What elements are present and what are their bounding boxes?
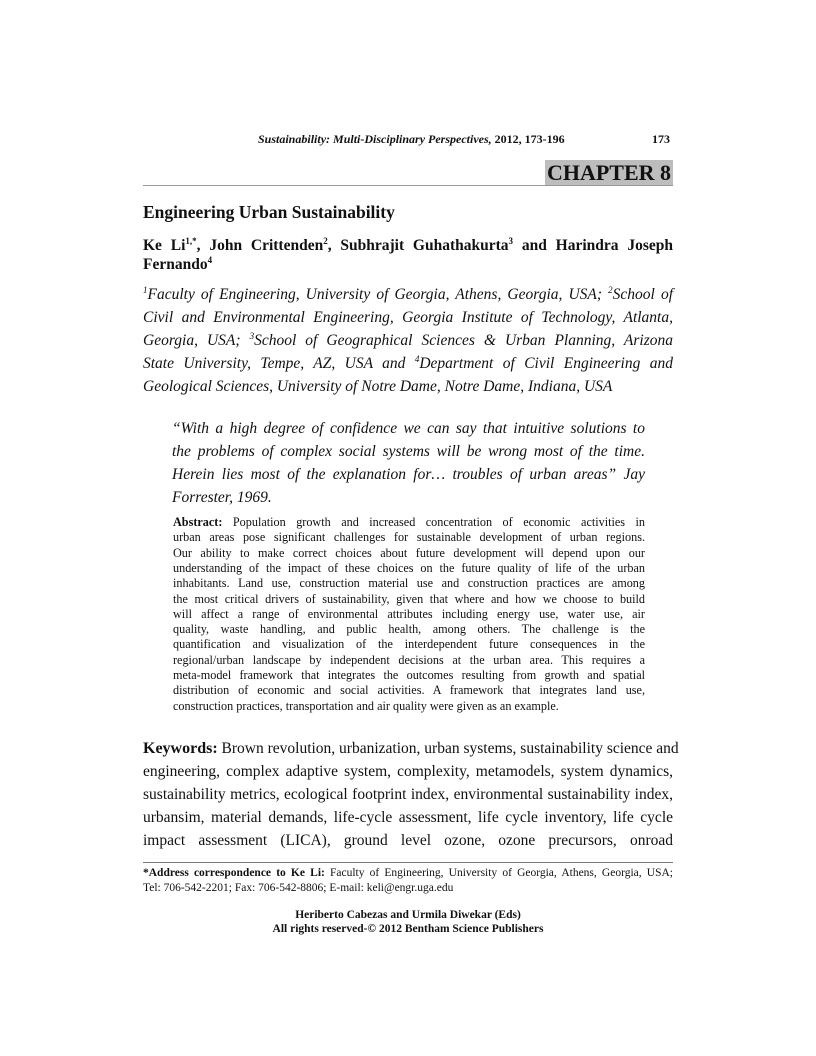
abstract-line: Abstract: Population growth and increased concentration of economic activities in xyxy=(173,515,645,529)
journal-name: Sustainability: Multi-Disciplinary Perspectives, xyxy=(258,132,492,146)
abstract-line: quality, waste handling, and public health, among others. The challenge is the xyxy=(173,622,645,637)
abstract-line: construction practices, transportation and air quality were given as an example. xyxy=(173,698,559,713)
keywords-line: sustainability metrics, ecological footprint index, environmental sustainability index, xyxy=(143,786,673,803)
correspondence-line-2: Tel: 706-542-2201; Fax: 706-542-8806; E-mail: keli@engr.uga.edu xyxy=(143,882,454,894)
affiliation-line xyxy=(143,286,673,304)
abstract-line: understanding of the impact of these choices on the future quality of life of the urban xyxy=(173,560,645,575)
header-rule xyxy=(143,185,673,186)
superscript: 3 xyxy=(508,236,514,246)
superscript: 2 xyxy=(323,236,328,246)
text-run: Ke Li xyxy=(143,237,186,254)
text-run: , John Crittenden xyxy=(196,237,324,254)
superscript: 3 xyxy=(249,331,255,341)
keywords-line: engineering, complex adaptive system, complexity, metamodels, system dynamics, xyxy=(143,763,673,780)
affiliation-line xyxy=(143,332,673,350)
text-run: School of xyxy=(612,286,673,303)
text-run: School of Geographical Sciences & Urban Planning, Arizona xyxy=(254,332,673,349)
superscript: 4 xyxy=(207,255,213,265)
text-run: , Subhrajit Guhathakurta xyxy=(327,237,509,254)
superscript: 1,* xyxy=(185,236,197,246)
abstract-line: Our ability to make correct choices about future development will depend upon our xyxy=(173,545,645,560)
keywords-line: impact assessment (LICA), ground level ozone, ozone precursors, onroad xyxy=(143,832,673,849)
abstract-line: regional/urban landscape by independent decisions at the urban area. This requires a xyxy=(173,652,645,667)
abstract-line: will affect a range of environmental attributes including energy use, water use, air xyxy=(173,606,645,621)
copyright: All rights reserved-© 2012 Bentham Science Publishers xyxy=(272,923,544,935)
text-run: Geological Sciences, University of Notre Dame, Notre Dame, Indiana, USA xyxy=(143,378,613,395)
correspondence-line-1 xyxy=(143,867,673,879)
text-run: Department of Civil Engineering and xyxy=(419,355,674,372)
abstract-line: the most critical drivers of sustainability, given that where and how we choose to build xyxy=(173,591,645,606)
superscript: 2 xyxy=(608,285,613,295)
text-run: Faculty of Engineering, University of Georgia, Athens, Georgia, USA; xyxy=(147,286,609,303)
abstract-line: urban areas pose significant challenges for sustainable development of urban regions. xyxy=(173,530,645,545)
text-run: Fernando xyxy=(143,256,208,273)
author-line xyxy=(143,256,673,274)
abstract-line: inhabitants. Land use, construction material use and construction practices are among xyxy=(173,576,645,591)
abstract-line: distribution of economic and social activities. A framework that integrates land use, xyxy=(173,683,645,698)
keywords-line: Keywords: Brown revolution, urbanization, urban systems, sustainability science and xyxy=(143,740,679,757)
abstract-label: Abstract: xyxy=(173,515,223,529)
chapter-title: Engineering Urban Sustainability xyxy=(143,202,395,222)
quote-line: “With a high degree of confidence we can say that intuitive solutions to xyxy=(172,420,645,437)
text-run: State University, Tempe, AZ, USA and xyxy=(143,355,415,372)
text-run: Georgia, USA; xyxy=(143,332,250,349)
correspondence-label: *Address correspondence to Ke Li: xyxy=(143,867,325,879)
abstract-line: meta-model framework that integrates the outcomes resulting from growth and spatial xyxy=(173,668,645,682)
quote-line: the problems of complex social systems will be wrong most of the time. xyxy=(172,443,645,460)
keywords-label: Keywords: xyxy=(143,740,218,757)
abstract-line: quantification and visualization of the interdependent future consequences in the xyxy=(173,637,645,652)
editors: Heriberto Cabezas and Urmila Diwekar (Eds) xyxy=(295,909,521,921)
chapter-label: CHAPTER 8 xyxy=(546,160,671,185)
superscript: 4 xyxy=(414,354,420,364)
page-number: 173 xyxy=(652,132,670,146)
affiliation-line xyxy=(143,355,673,373)
affiliation-line xyxy=(143,309,673,327)
correspondence-text: Faculty of Engineering, University of Georgia, Athens, Georgia, USA; xyxy=(324,867,673,879)
superscript: 1 xyxy=(143,285,148,295)
journal-year-pages: 2012, 173-196 xyxy=(491,132,565,146)
author-line xyxy=(143,237,673,255)
footnote-rule xyxy=(143,862,673,863)
quote-line: Herein lies most of the explanation for… troubles of urban areas” Jay xyxy=(172,466,645,483)
quote-line: Forrester, 1969. xyxy=(172,489,272,506)
text-run: and Harindra Joseph xyxy=(513,237,673,254)
text-run: Civil and Environmental Engineering, Georgia Institute of Technology, Atlanta, xyxy=(143,309,673,326)
keywords-line: urbansim, material demands, life-cycle assessment, life cycle inventory, life cycle xyxy=(143,809,673,826)
affiliation-line xyxy=(143,378,673,396)
